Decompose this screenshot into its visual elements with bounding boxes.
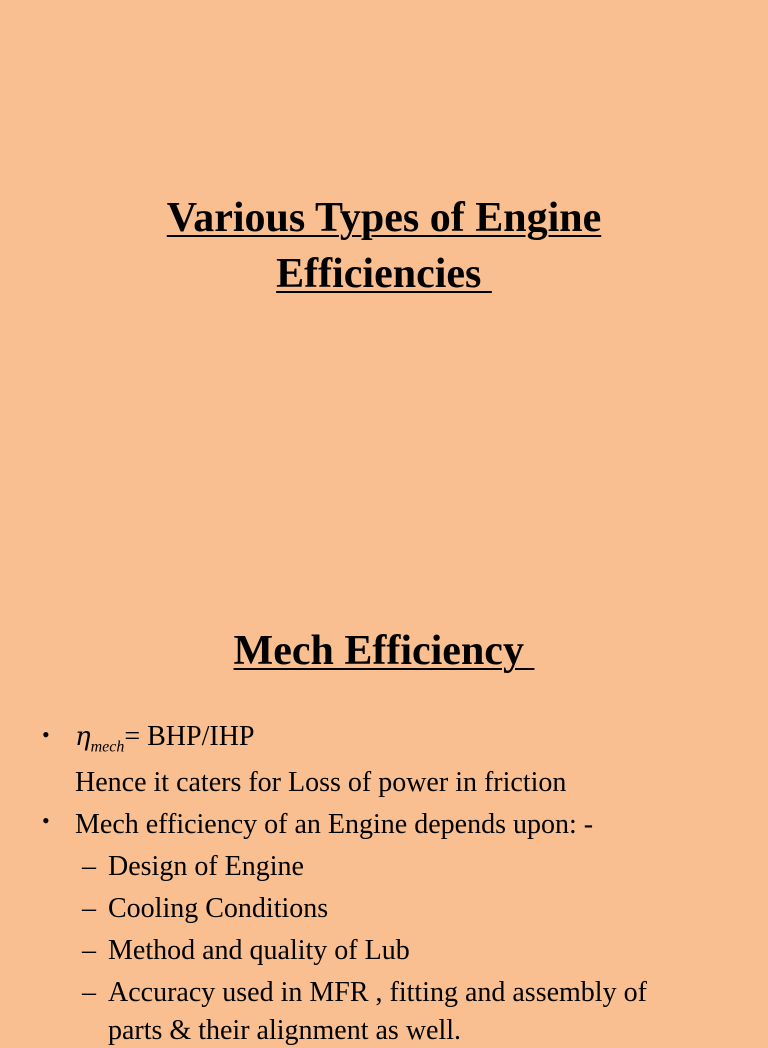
subitem-1: Design of Engine bbox=[108, 851, 304, 882]
formula-rhs: = BHP/IHP bbox=[124, 721, 255, 752]
dash-marker: – bbox=[82, 851, 96, 882]
eta-symbol: η bbox=[75, 722, 91, 752]
dash-marker: – bbox=[82, 893, 96, 924]
slide-1-title-line-2: Efficiencies bbox=[276, 251, 492, 297]
subitem-4: Accuracy used in MFR , fitting and assembly of bbox=[108, 977, 647, 1008]
slide-1-title-line-1: Various Types of Engine bbox=[166, 195, 602, 241]
subitem-2: Cooling Conditions bbox=[108, 893, 329, 924]
bullet-dot: • bbox=[42, 722, 50, 747]
dash-marker: – bbox=[82, 977, 96, 1008]
bullet-2-text: Mech efficiency of an Engine depends upon: - bbox=[75, 809, 594, 840]
slide-2 bbox=[0, 580, 768, 1046]
dash-marker: – bbox=[82, 935, 96, 966]
slide-2-title: Mech Efficiency bbox=[233, 628, 535, 674]
formula-line bbox=[75, 720, 255, 765]
formula-note: Hence it caters for Loss of power in friction bbox=[75, 767, 567, 798]
slide-1-title bbox=[0, 190, 768, 302]
subitem-4-continuation: parts & their alignment as well. bbox=[108, 1015, 462, 1046]
bullet-dot: • bbox=[42, 808, 50, 833]
formula-subscript: mech bbox=[90, 738, 125, 756]
subitem-3: Method and quality of Lub bbox=[108, 935, 410, 966]
